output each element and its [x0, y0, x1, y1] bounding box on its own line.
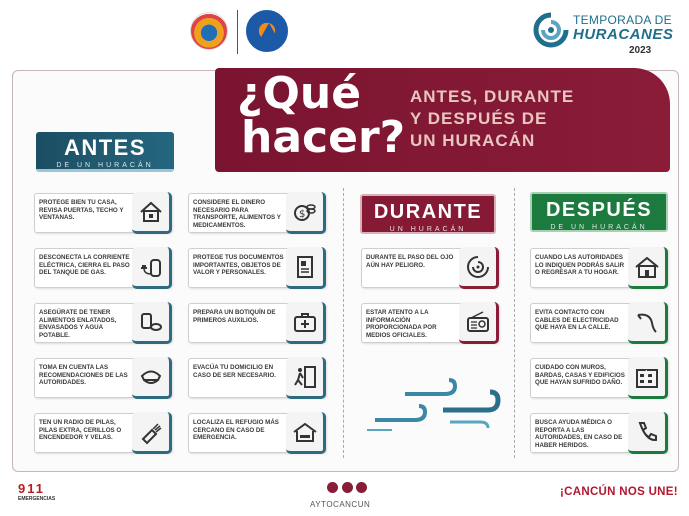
- despues-card: [530, 303, 668, 343]
- shelter-icon: [286, 412, 326, 454]
- card-text: PROTEGE TUS DOCUMENTOS IMPORTANTES, OBJETOS DE VALOR Y PERSONALES.: [193, 254, 284, 276]
- emergency-number: 911: [18, 481, 45, 496]
- phase-despues-title: DESPUÉS: [545, 199, 653, 221]
- phase-antes-header: [36, 132, 174, 172]
- phase-antes-sub: DE UN HURACÁN: [56, 162, 154, 169]
- emergency-911: [18, 481, 55, 502]
- facebook-icon[interactable]: [327, 482, 338, 493]
- municipality-logo: [190, 12, 228, 50]
- instagram-icon[interactable]: [356, 482, 367, 493]
- antes-card: [34, 358, 172, 398]
- hurricane-swirl-icon: [533, 12, 569, 48]
- antes-card: [34, 413, 172, 453]
- title-question-1: ¿Qué: [237, 68, 362, 119]
- card-text: CUIDADO CON MUROS, BARDAS, CASAS Y EDIFICIOS QUE HAYAN SUFRIDO DAÑO.: [535, 364, 625, 386]
- antes-card: [34, 303, 172, 343]
- social-handle: AYTOCANCUN: [310, 500, 371, 509]
- hurricane-season-logo: [533, 10, 683, 56]
- card-text: PREPARA UN BOTIQUÍN DE PRIMEROS AUXILIOS.: [193, 309, 276, 324]
- phase-durante-header: [360, 194, 496, 234]
- phase-despues-sub: DE UN HURACÁN: [550, 224, 648, 231]
- slogan: ¡CANCÚN NOS UNE!: [560, 486, 678, 498]
- phase-despues-header: [530, 192, 668, 232]
- season-year: 2023: [629, 45, 652, 56]
- phase-antes-title: ANTES: [63, 135, 147, 160]
- flashlight-icon: [132, 412, 172, 454]
- column-divider-2: [514, 188, 515, 458]
- phase-durante-title: DURANTE: [373, 201, 483, 223]
- subtitle-line-3: UN HURACÁN: [410, 131, 536, 150]
- phase-durante-sub: UN HURACÁN: [389, 226, 467, 233]
- card-text: TOMA EN CUENTA LAS RECOMENDACIONES DE LAS AUTORIDADES.: [39, 364, 128, 386]
- card-text: BUSCA AYUDA MÉDICA O REPORTA A LAS AUTORIDADES, EN CASO DE HABER HERIDOS.: [535, 419, 623, 449]
- radio-icon: [459, 302, 499, 344]
- durante-card: [361, 248, 499, 288]
- document-icon: [286, 247, 326, 289]
- antes-card: [188, 413, 326, 453]
- emergency-label: EMERGENCIAS: [18, 496, 56, 502]
- antes-card: [188, 193, 326, 233]
- despues-card: [530, 358, 668, 398]
- subtitle-line-1: ANTES, DURANTE: [410, 87, 575, 106]
- card-text: ESTAR ATENTO A LA INFORMACIÓN PROPORCIONADA POR MEDIOS OFICIALES.: [366, 309, 437, 339]
- social-icons: [327, 482, 367, 494]
- first-aid-icon: [286, 302, 326, 344]
- card-text: LOCALIZA EL REFUGIO MÁS CERCANO EN CASO DE EMERGENCIA.: [193, 419, 279, 441]
- title-banner: [215, 68, 670, 172]
- gas-plug-icon: [132, 247, 172, 289]
- card-text: ASEGÚRATE DE TENER ALIMENTOS ENLATADOS, ENVASADOS Y AGUA POTABLE.: [39, 309, 117, 339]
- wind-illustration: [365, 372, 505, 442]
- logo-divider: [237, 10, 238, 54]
- canned-food-icon: [132, 302, 172, 344]
- house-icon: [132, 192, 172, 234]
- durante-card: [361, 303, 499, 343]
- hurricane-icon: [459, 247, 499, 289]
- season-line1: TEMPORADA DE: [573, 13, 672, 27]
- money-icon: [286, 192, 326, 234]
- evacuate-icon: [286, 357, 326, 399]
- card-text: TEN UN RADIO DE PILAS, PILAS EXTRA, CERILLOS O ENCENDEDOR Y VELAS.: [39, 419, 122, 441]
- season-line2: HURACANES: [573, 26, 674, 43]
- column-divider-1: [343, 188, 344, 458]
- card-text: DURANTE EL PASO DEL OJO AÚN HAY PELIGRO.: [366, 254, 454, 269]
- card-text: CONSIDERE EL DINERO NECESARIO PARA TRANSPORTE, ALIMENTOS Y MEDICAMENTOS.: [193, 199, 281, 229]
- subtitle-line-2: Y DESPUÉS DE: [410, 109, 548, 128]
- header: [0, 0, 689, 66]
- antes-card: [188, 358, 326, 398]
- card-text: EVITA CONTACTO CON CABLES DE ELECTRICIDAD QUE HAYA EN LA CALLE.: [535, 309, 619, 331]
- cable-icon: [628, 302, 668, 344]
- title-subtitle: [410, 86, 574, 152]
- antes-card: [34, 193, 172, 233]
- police-cap-icon: [132, 357, 172, 399]
- damaged-building-icon: [628, 357, 668, 399]
- phone-icon: [628, 412, 668, 454]
- card-text: CUANDO LAS AUTORIDADES LO INDIQUEN PODRÁS SALIR O REGRESAR A TU HOGAR.: [535, 254, 625, 276]
- title-question-2: hacer?: [241, 112, 406, 163]
- card-text: DESCONECTA LA CORRIENTE ELÉCTRICA, CIERRA EL PASO DEL TANQUE DE GAS.: [39, 254, 130, 276]
- despues-card: [530, 248, 668, 288]
- antes-card: [188, 303, 326, 343]
- svg-text:$: $: [298, 208, 305, 220]
- antes-card: [34, 248, 172, 288]
- civil-protection-logo: [246, 10, 288, 52]
- home-return-icon: [628, 247, 668, 289]
- antes-card: [188, 248, 326, 288]
- card-text: EVACÚA TU DOMICILIO EN CASO DE SER NECESARIO.: [193, 364, 276, 379]
- card-text: PROTEGE BIEN TU CASA, REVISA PUERTAS, TECHO Y VENTANAS.: [39, 199, 124, 221]
- despues-card: [530, 413, 668, 453]
- twitter-icon[interactable]: [342, 482, 353, 493]
